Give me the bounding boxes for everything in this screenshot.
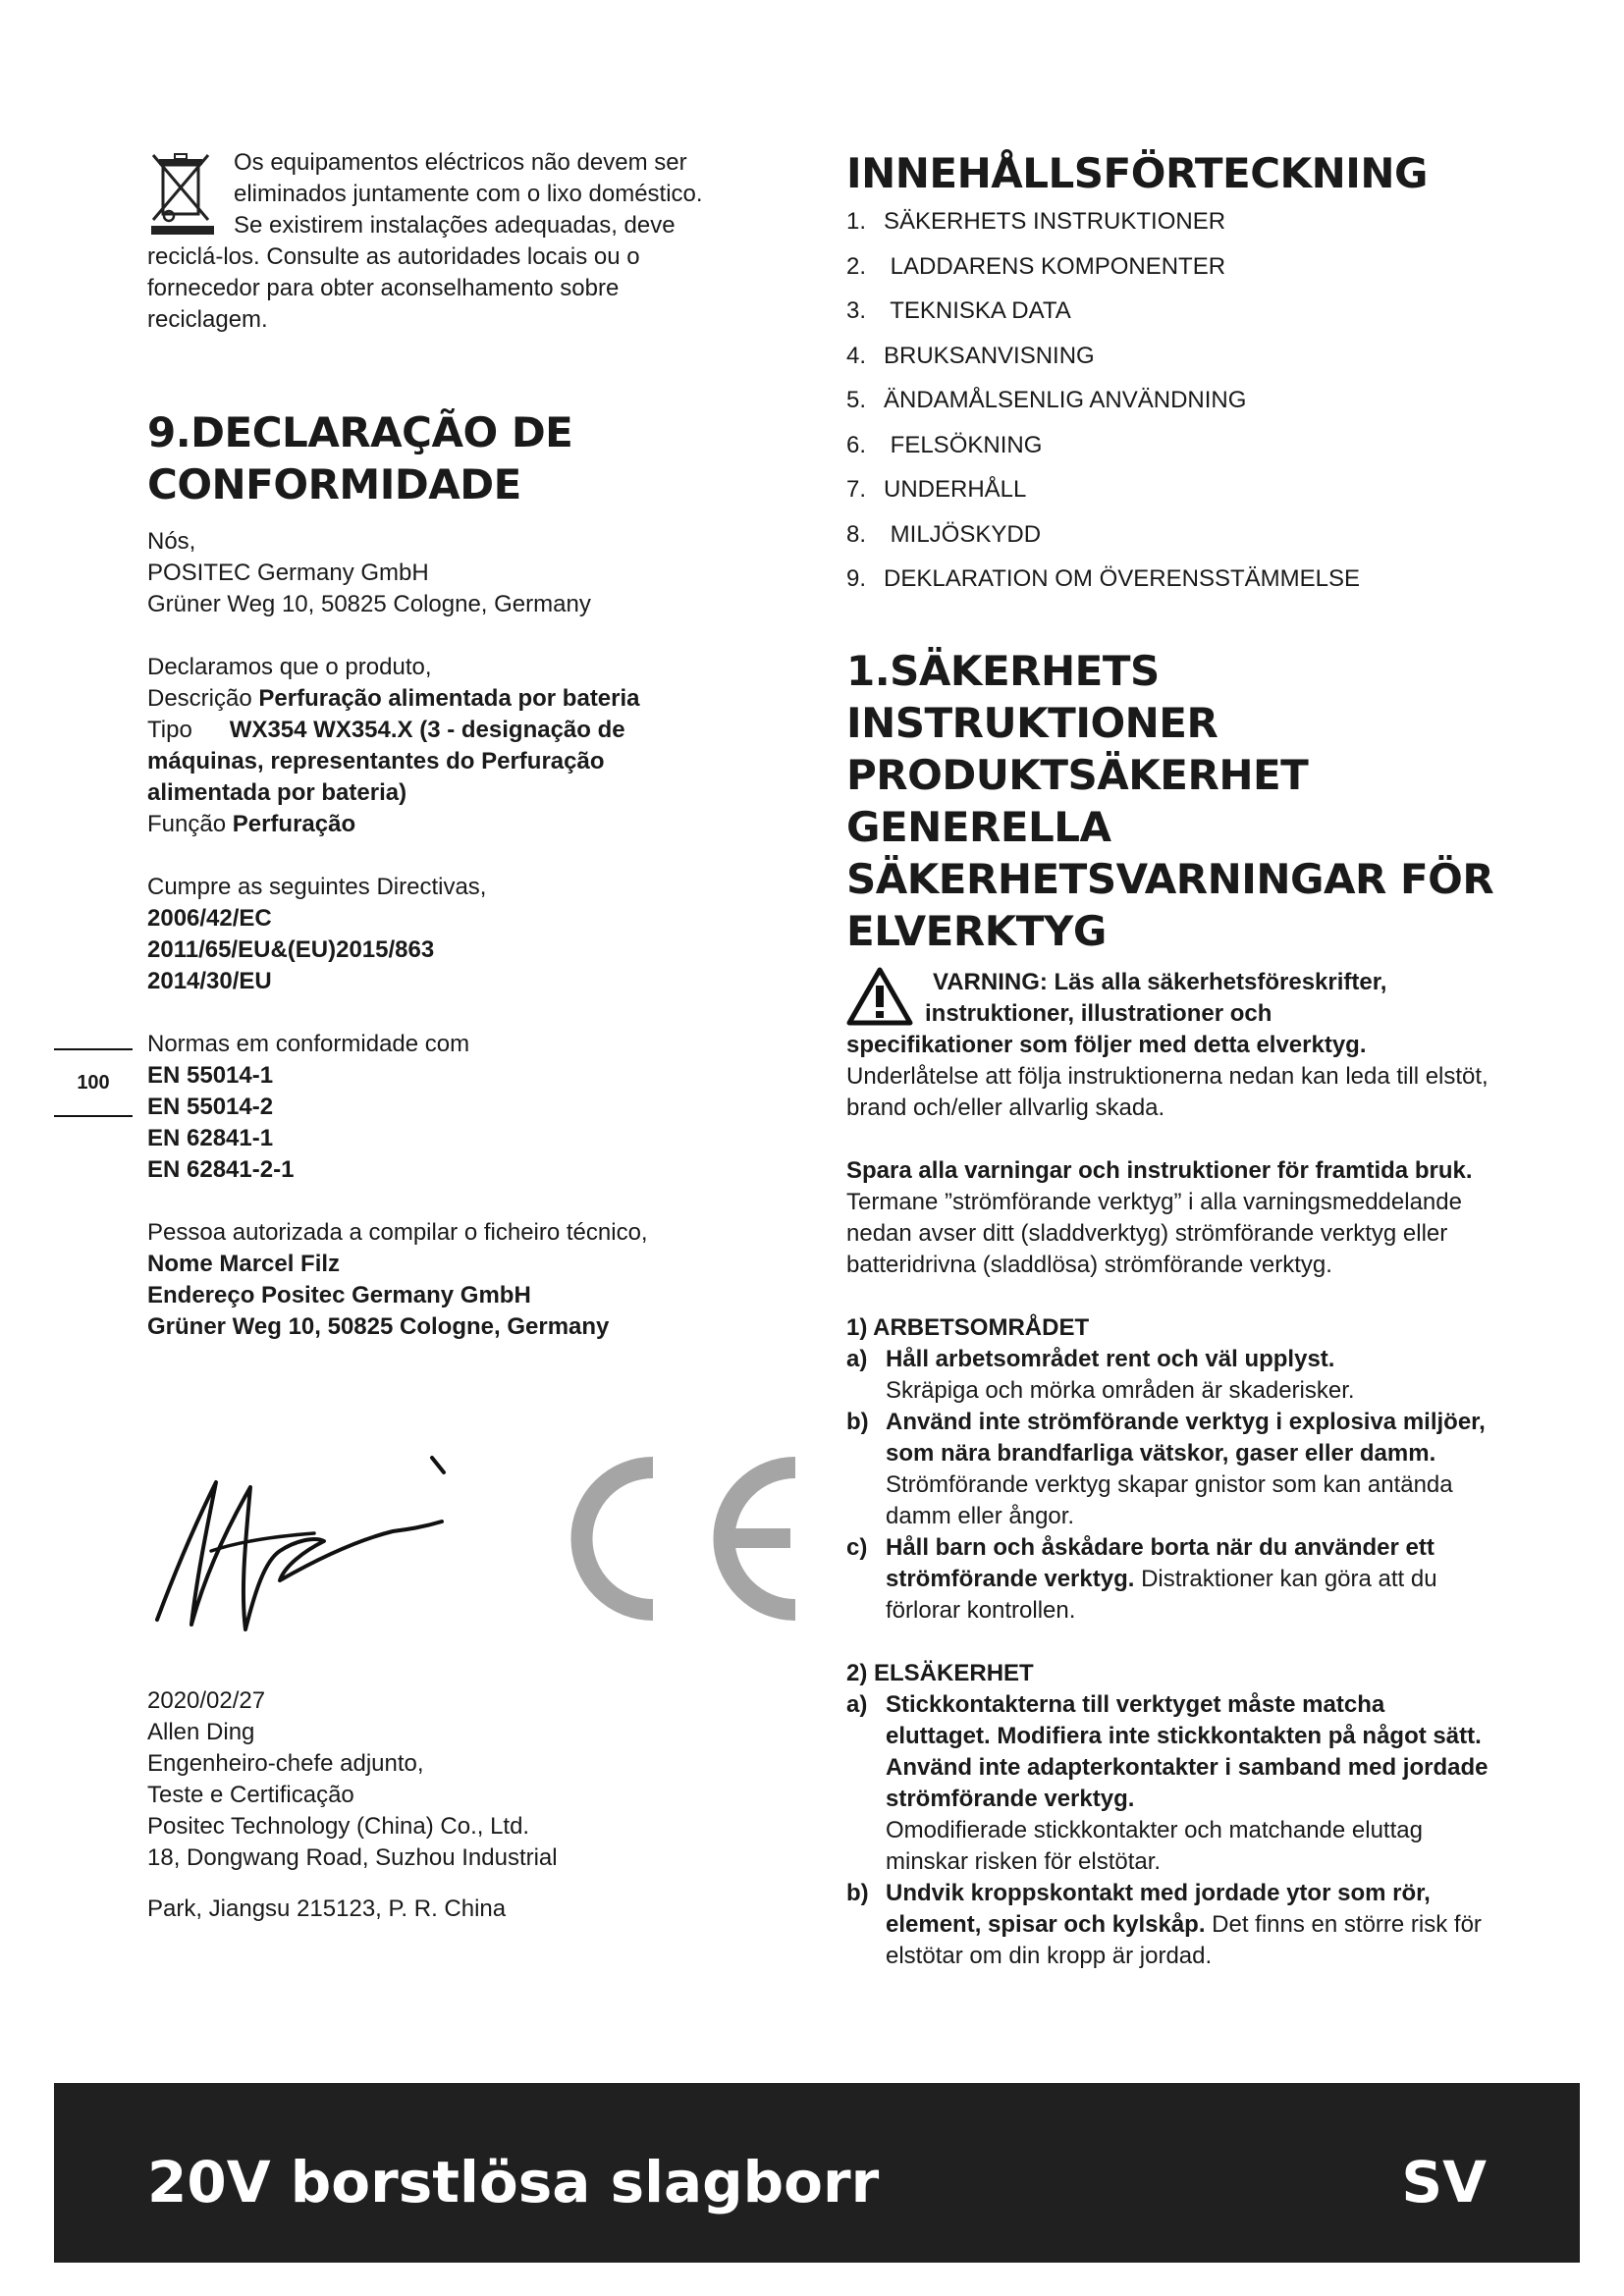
toc-item: 2. LADDARENS KOMPONENTER	[846, 252, 1226, 280]
weee-line-5: fornecedor para obter aconselhamento sobre	[147, 275, 620, 301]
weee-line-3: Se existirem instalações adequadas, deve	[234, 212, 676, 239]
signer-name: Allen Ding	[147, 1719, 255, 1745]
page-number: 100	[77, 1072, 110, 1094]
organization-line-2: 18, Dongwang Road, Suzhou Industrial	[147, 1844, 558, 1871]
directives-intro: Cumpre as seguintes Directivas,	[147, 874, 487, 900]
type-label: Tipo	[147, 717, 192, 743]
signer-role-line-2: Teste e Certificação	[147, 1782, 354, 1808]
directive-item: 2014/30/EU	[147, 968, 272, 994]
toc-item: 6. FELSÖKNING	[846, 431, 1043, 458]
norm-item: EN 62841-2-1	[147, 1156, 295, 1183]
toc-item: 9. DEKLARATION OM ÖVERENSSTÄMMELSE	[846, 565, 1360, 592]
weee-notice	[147, 147, 795, 336]
company-address: Grüner Weg 10, 50825 Cologne, Germany	[147, 591, 591, 617]
authorized-person-block	[147, 1217, 795, 1343]
section-work-area-heading: 1) ARBETSOMRÅDET	[846, 1313, 1090, 1341]
section-electrical-safety-heading: 2) ELSÄKERHET	[846, 1659, 1034, 1686]
organization-line-1: Positec Technology (China) Co., Ltd.	[147, 1813, 530, 1840]
declare-text: Declaramos que o produto,	[147, 654, 432, 680]
declaration-title-line-2: CONFORMIDADE	[147, 460, 521, 508]
toc-item: 1. SÄKERHETS INSTRUKTIONER	[846, 208, 1226, 235]
warning-triangle-icon	[846, 967, 913, 1026]
company-name: POSITEC Germany GmbH	[147, 560, 429, 586]
weee-line-2: eliminados juntamente com o lixo doméstico.	[234, 181, 703, 207]
norm-item: EN 62841-1	[147, 1125, 274, 1151]
right-column	[846, 147, 1494, 1972]
function-value: Perfuração	[232, 811, 356, 837]
we-text: Nós,	[147, 528, 196, 555]
directives-block	[147, 872, 795, 997]
function-row	[147, 809, 795, 840]
list-item: b) Använd inte strömförande verktyg i explosiva miljöer, som nära brandfarliga vätskor, gaser eller damm. Strömförande verktyg skapar gnistor som kan antända damm eller ångor.	[846, 1408, 1486, 1529]
directive-item: 2006/42/EC	[147, 905, 272, 932]
product-block	[147, 652, 795, 840]
description-row	[147, 683, 795, 715]
directive-item: 2011/65/EU&(EU)2015/863	[147, 936, 435, 963]
toc-item: 7. UNDERHÅLL	[846, 476, 1027, 503]
warning-text: Underlåtelse att följa instruktionerna nedan kan leda till elstöt, brand och/eller allvarlig skada.	[846, 1062, 1489, 1121]
safety-title: 1.SÄKERHETS INSTRUKTIONER PRODUKTSÄKERHET GENERELLA SÄKERHETSVARNINGAR FÖR ELVERKTYG	[846, 646, 1494, 955]
warning-bold-line-2: instruktioner, illustrationer och	[925, 999, 1272, 1027]
save-instructions-bold: Spara alla varningar och instruktioner för framtida bruk.	[846, 1156, 1473, 1184]
toc-item: 4. BRUKSANVISNING	[846, 342, 1095, 369]
declaration-title-line-1: 9.DECLARAÇÃO DE	[147, 408, 573, 456]
list-item: b) Undvik kroppskontakt med jordade ytor som rör, element, spisar och kylskåp. Det finns en större risk för elstötar om din kropp är jordad.	[846, 1879, 1482, 1969]
list-item: a) Håll arbetsområdet rent och väl upplyst. Skräpiga och mörka områden är skaderisker.	[846, 1345, 1355, 1404]
signature-image	[147, 1443, 471, 1639]
auth-name: Nome Marcel Filz	[147, 1251, 341, 1277]
type-value-line-1: WX354 WX354.X (3 - designação de	[229, 717, 625, 743]
norms-intro: Normas em conformidade com	[147, 1031, 470, 1057]
page-number-marker	[54, 1048, 133, 1117]
weee-line-1: Os equipamentos eléctricos não devem ser	[234, 149, 687, 176]
warning-bold-line-1: VARNING: Läs alla säkerhetsföreskrifter,	[933, 968, 1387, 995]
terms-text: Termane ”strömförande verktyg” i alla varningsmeddelande nedan avser ditt (sladdverktyg) strömförande verktyg eller batteridrivna (sladdlösa) strömförande verktyg.	[846, 1188, 1462, 1278]
table-of-contents	[846, 199, 1494, 602]
norm-item: EN 55014-1	[147, 1062, 274, 1089]
signatory-block	[147, 1685, 795, 1925]
warning-block	[846, 967, 1494, 1124]
norms-block	[147, 1029, 795, 1186]
description-value: Perfuração alimentada por bateria	[258, 685, 640, 712]
left-column	[147, 147, 795, 1343]
toc-item: 8. MILJÖSKYDD	[846, 520, 1042, 548]
warning-bold-line-3: specifikationer som följer med detta elverktyg.	[846, 1031, 1367, 1058]
list-item: a) Stickkontakterna till verktyget måste matcha eluttaget. Modifiera inte stickkontakten på något sätt. Använd inte adapterkontakter i samband med jordade strömförande verktyg. Omodifierade stickkontakter och matchande eluttag minskar risken för elstötar.	[846, 1690, 1489, 1875]
footer-language-code: SV	[1401, 2149, 1487, 2216]
footer-product-title: 20V borstlösa slagborr	[147, 2149, 880, 2216]
signature-date: 2020/02/27	[147, 1687, 266, 1714]
function-label: Função	[147, 811, 233, 837]
type-value-line-2: máquinas, representantes do Perfuração	[147, 748, 605, 774]
type-value-line-3: alimentada por bateria)	[147, 779, 407, 806]
type-row	[147, 715, 795, 746]
organization-line-3: Park, Jiangsu 215123, P. R. China	[147, 1896, 507, 1922]
auth-address-line-1: Endereço Positec Germany GmbH	[147, 1282, 531, 1308]
auth-address-line-2: Grüner Weg 10, 50825 Cologne, Germany	[147, 1313, 610, 1340]
signer-role-line-1: Engenheiro-chefe adjunto,	[147, 1750, 424, 1777]
toc-title: INNEHÅLLSFÖRTECKNING	[846, 149, 1429, 197]
wheelie-bin-crossed-icon	[147, 151, 218, 236]
manufacturer-block	[147, 526, 795, 620]
toc-item: 3. TEKNISKA DATA	[846, 297, 1071, 324]
auth-intro: Pessoa autorizada a compilar o ficheiro técnico,	[147, 1219, 648, 1246]
description-label: Descrição	[147, 685, 259, 712]
ce-mark-icon	[550, 1448, 805, 1629]
weee-line-4: reciclá-los. Consulte as autoridades locais ou o	[147, 243, 640, 270]
save-instructions-block	[846, 1155, 1494, 1281]
list-item: c) Håll barn och åskådare borta när du använder ett strömförande verktyg. Distraktioner kan göra att du förlorar kontrollen.	[846, 1533, 1437, 1624]
footer-bar	[54, 2083, 1580, 2263]
norm-item: EN 55014-2	[147, 1094, 274, 1120]
weee-line-6: reciclagem.	[147, 306, 268, 333]
toc-item: 5. ÄNDAMÅLSENLIG ANVÄNDNING	[846, 387, 1247, 413]
